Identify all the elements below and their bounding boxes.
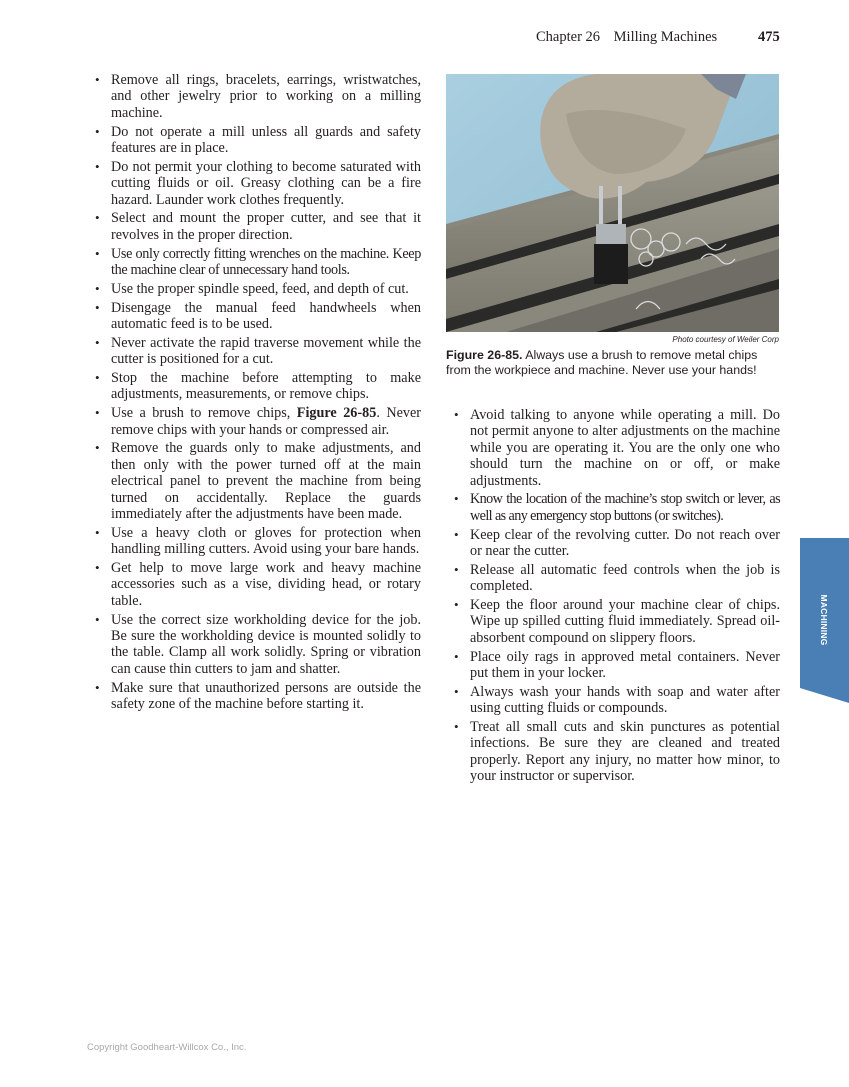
list-item: • Remove all rings, bracelets, earrings, wristwatches, and other jewelry prior to working on a milling machine. [87,72,421,121]
safety-list-left [87,72,421,713]
list-item: • Always wash your hands with soap and water after using cutting fluids or compounds. [446,684,780,717]
brush-photo [446,74,779,332]
figure-reference-link[interactable]: Figure 26-85 [296,405,377,422]
running-head [536,29,717,46]
photo-credit: Photo courtesy of Weiler Corp [672,335,779,344]
copyright-footer: Copyright Goodheart-Willcox Co., Inc. [87,1042,247,1053]
list-item: • Never activate the rapid traverse movement while the cutter is positioned for a cut. [87,335,421,368]
list-item: • Treat all small cuts and skin punctures as potential infections. Be sure they are cleaned and treated properly. Report any injury, no matter how minor, to your instructor or supervisor. [446,719,780,785]
figure-26-85 [446,74,779,378]
list-item: • Use the correct size workholding device for the job. Be sure the workholding device is mounted solidly to the table. Clamp all work solidly. Spring or vibration can cause thin cutters to jam and shatter. [87,612,421,678]
list-item [87,405,421,438]
left-column [87,72,421,715]
list-item: • Keep clear of the revolving cutter. Do not reach over or near the cutter. [446,527,780,560]
tab-label: MACHINING [819,594,829,646]
photo-illustration [446,74,779,332]
chapter-number: Chapter 26 [536,29,601,45]
list-item: • Make sure that unauthorized persons are outside the safety zone of the machine before starting it. [87,680,421,713]
list-item: • Release all automatic feed controls when the job is completed. [446,562,780,595]
list-item-text: . Never remove chips with your hands or compressed air. [111,405,421,438]
list-item: • Use only correctly fitting wrenches on the machine. Keep the machine clear of unnecessary hand tools. [87,246,421,279]
list-item: • Place oily rags in approved metal containers. Never put them in your locker. [446,649,780,682]
list-item: • Know the location of the machine’s stop switch or lever, as well as any emergency stop buttons (or switches). [446,491,780,524]
list-item: • Avoid talking to anyone while operating a mill. Do not permit anyone to alter adjustments on the machine while you are operating it. You are the only one who should turn the machine on or off, or make adjustments. [446,407,780,489]
list-item: • Select and mount the proper cutter, and see that it revolves in the proper direction. [87,210,421,243]
figure-caption-text: Always use a brush to remove metal chips from the workpiece and machine. Never use your hands! [446,348,758,377]
list-item: • Do not permit your clothing to become saturated with cutting fluids or oil. Greasy clothing can be a fire hazard. Launder work clothes frequently. [87,159,421,208]
list-item: • Remove the guards only to make adjustments, and then only with the power turned off at the main electrical panel to prevent the machine from being turned on accidentally. Replace the guards immediately after the adjustments have been made. [87,440,421,522]
list-item: • Disengage the manual feed handwheels when automatic feed is to be used. [87,300,421,333]
section-thumb-tab[interactable] [800,538,849,703]
safety-list-right [446,407,780,785]
figure-caption [446,348,779,378]
list-item: • Keep the floor around your machine clear of chips. Wipe up spilled cutting fluid immediately. Spread oil-absorbent compound on slippery floors. [446,597,780,646]
list-item: • Do not operate a mill unless all guards and safety features are in place. [87,124,421,157]
list-item-text: Use a brush to remove chips, [111,405,297,422]
list-item: • Use the proper spindle speed, feed, and depth of cut. [87,281,421,297]
list-item: • Stop the machine before attempting to make adjustments, measurements, or remove chips. [87,370,421,403]
page-number: 475 [758,29,780,45]
chapter-title: Milling Machines [613,29,718,45]
figure-label: Figure 26-85. [446,348,523,362]
right-column [446,407,780,787]
list-item: • Use a heavy cloth or gloves for protection when handling milling cutters. Avoid using your bare hands. [87,525,421,558]
list-item: • Get help to move large work and heavy machine accessories such as a vise, dividing head, or rotary table. [87,560,421,609]
